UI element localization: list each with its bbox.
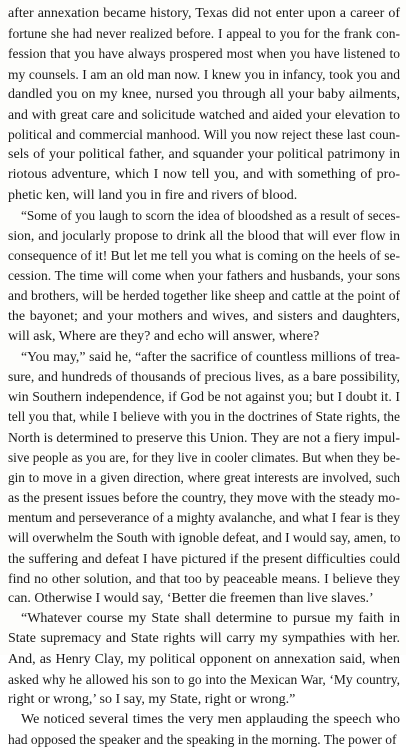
text-line: political and commercial manhood. Will you now reject these last coun- [8,127,400,143]
text-line: sels of your political father, and squander your political patrimony in [8,147,400,163]
text-line: as the present issues before the country, they move with the steady mo- [8,490,400,506]
text-line: sure, and hundreds of thousands of precious lives, as a bare possibility, [8,369,400,385]
text-line: We noticed several times the very men applauding the speech who [21,712,400,728]
text-line: right or wrong,’ so I say, my State, right or wrong.” [8,691,296,707]
text-line: fession that you have always prospered most when you have listened to [8,46,400,62]
text-line: And, as Henry Clay, my political opponent on annexation said, when [8,651,400,667]
text-line: mentum and perseverance of a mighty avalanche, and what I fear is they [8,510,400,526]
text-line: phetic ken, will land you in fire and rivers of blood. [8,187,298,203]
text-line: sive people as you are, for they live in cooler climates. But when they be- [8,449,400,465]
text-line: fortune she had never realized before. I appeal to you for the frank con- [8,26,400,42]
text-line: and brothers, will be herded together like sheep and cattle at the point of [8,288,400,304]
text-line: asked why he allowed his son to go into the Mexican War, ‘My country, [8,671,400,687]
text-line: find no other solution, and that too by peaceable means. I believe they [8,570,400,586]
text-line: consequence of it! But let me tell you what is coming on the heels of se- [8,248,400,264]
text-line: win Southern independence, if God be not against you; but I doubt it. I [8,389,400,405]
text-line: after annexation became history, Texas did not enter upon a career of [8,6,400,21]
text-line: riotous adventure, which I now tell you, and with something of pro- [8,167,400,183]
text-line: North is determined to preserve this Union. They are not a fiery impul- [8,429,400,445]
text-line: will ask, Where are they? and echo will answer, where? [8,328,320,344]
text-line: dandled you on my knee, nursed you through all your baby ailments, [8,86,400,102]
text-line: my counsels. I am an old man now. I knew you in infancy, took you and [8,66,400,82]
text-line: “Some of you laugh to scorn the idea of bloodshed as a result of seces- [21,207,400,223]
text-line: will overwhelm the South with ignoble defeat, and I would say, amen, to [8,530,401,546]
text-line: the suffering and defeat I have pictured if the present difficulties could [8,550,400,566]
text-line: the bayonet; and your mothers and wives, and sisters and daughters, [8,308,400,324]
text-line: gin to move in a given direction, where great interests are involved, such [8,469,400,485]
text-line: tell you that, while I believe with you in the doctrines of State rights, the [8,409,400,425]
text-line: “Whatever course my State shall determine to pursue my faith in [21,611,400,627]
text-line: cession. The time will come when your fathers and husbands, your sons [8,268,400,284]
text-line: can. Otherwise I would say, ‘Better die freemen than live slaves.’ [8,590,374,606]
text-line: “You may,” said he, “after the sacrifice of countless millions of trea- [21,348,400,364]
text-line: had opposed the speaker and the speaking in the morning. The power of [8,732,397,748]
text-line: and with great care and solicitude watched and aided your elevation to [8,106,400,122]
body-text [8,4,400,750]
text-line: State supremacy and State rights will carry my sympathies with her. [8,631,400,647]
text-line: sion, and jocularly propose to drink all the blood that will ever flow in [8,227,400,243]
